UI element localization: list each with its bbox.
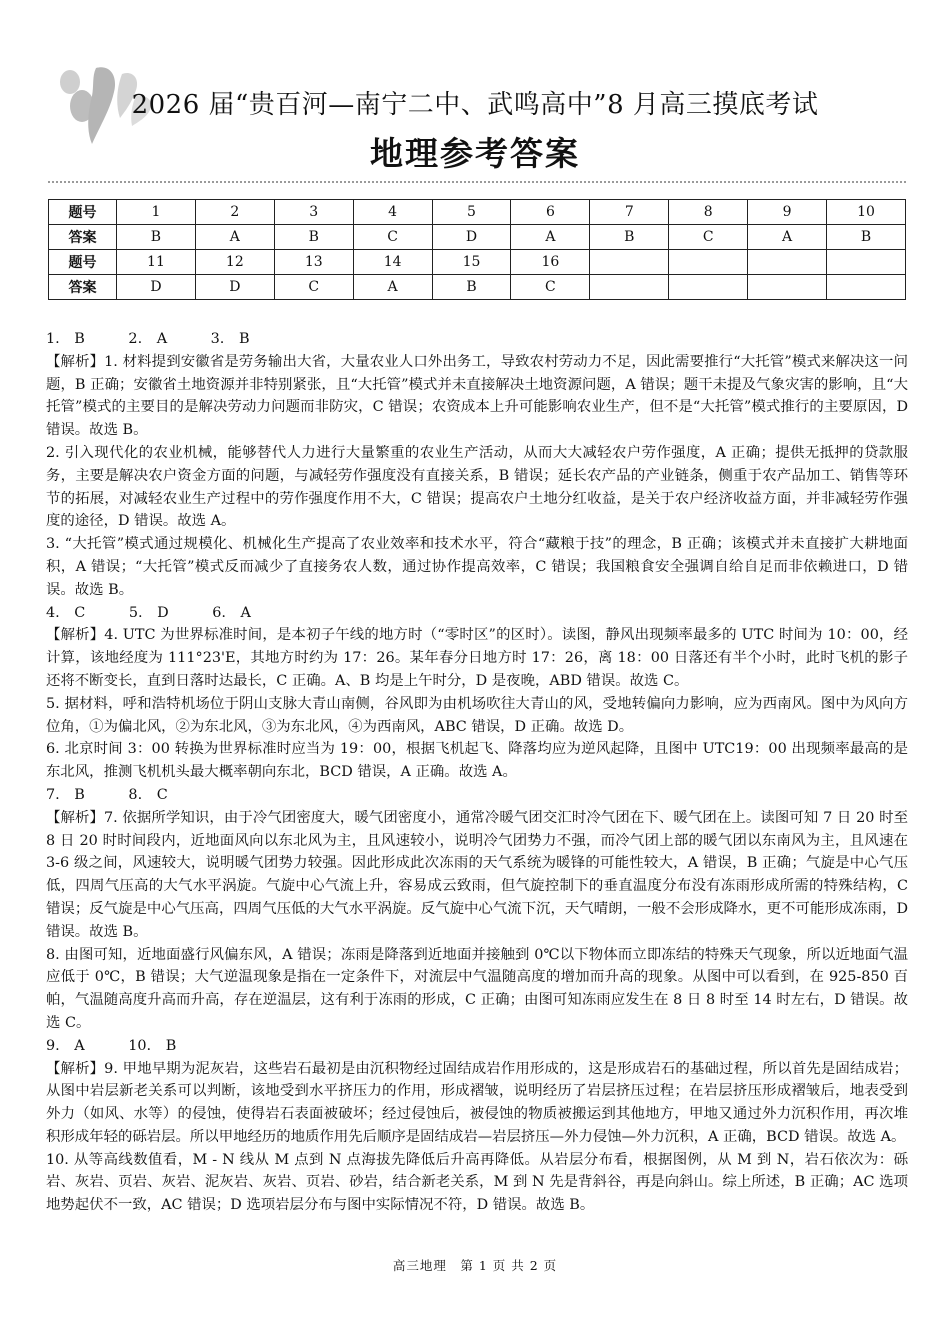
answer-table-row xyxy=(49,250,906,275)
explanation-paragraph: 1. B 2. A 3. B xyxy=(46,331,250,347)
answer-cell: 12 xyxy=(195,250,274,275)
explanations xyxy=(46,328,908,1217)
answer-cell: B xyxy=(274,225,353,250)
page-footer: 高三地理 第 1 页 共 2 页 xyxy=(392,1258,558,1273)
row-label: 题号 xyxy=(49,200,117,225)
answer-cell: 11 xyxy=(117,250,196,275)
explanation-paragraph: 8. 由图可知，近地面盛行风偏东风，A 错误；冻雨是降落到近地面并接触到 0℃以下物体而立即冻结的特殊天气现象，所以近地面气温应低于 0℃，B 错误；大气逆温现象是指在一定条件下，对流层中气温随高度的增加而升高的现象。从图中可以看到，在 925-850 百帕，气温随高度升高而升高，存在逆温层，这有利于冻雨的形成，C 正确；由图可知冻雨应发生在 8 日 8 时至 14 时左右，D 错误。故选 C。 xyxy=(46,946,908,1031)
answer-cell: A xyxy=(748,225,827,250)
answer-cell: 13 xyxy=(274,250,353,275)
explanation-paragraph: 【解析】9. 甲地早期为泥灰岩，这些岩石最初是由沉积物经过固结成岩作用形成的，这是形成岩石的基础过程，所以首先是固结成岩；从图中岩层新老关系可以判断，该地受到水平挤压力的作用，形成褶皱，说明经历了岩层挤压过程；在岩层挤压形成褶皱后，地表受到外力（如风、水等）的侵蚀，使得岩石表面被破坏；经过侵蚀后，被侵蚀的物质被搬运到其他地方，甲地又通过外力沉积作用，再次堆积形成年轻的砾岩层。所以甲地经历的地质作用先后顺序是固结成岩—岩层挤压—外力侵蚀—外力沉积，A 正确，BCD 错误。故选 A。 xyxy=(46,1060,908,1145)
explanation-paragraph: 【解析】4. UTC 为世界标准时间，是本初子午线的地方时（“零时区”的区时）。读图，静风出现频率最多的 UTC 时间为 10：00，经计算，该地经度为 111°23'E，其地方时约为 17：26。某年春分日地方时 17：26，离 18：00 日落还有半个小时，此时飞机的影子还将不断变长，直到日落时达最长，C 正确。A、B 均是上午时分，D 是夜晚，ABD 错误。故选 C。 xyxy=(46,627,908,689)
exam-title: 2026 届“贵百河—南宁二中、武鸣高中”8 月高三摸底考试 xyxy=(131,90,819,120)
answer-cell xyxy=(590,275,669,300)
explanation-paragraph: 6. 北京时间 3：00 转换为世界标准时应当为 19：00，根据飞机起飞、降落均应为逆风起降，且图中 UTC19：00 出现频率最高的是东北风，推测飞机机头最大概率朝向东北，BCD 错误，A 正确。故选 A。 xyxy=(46,741,908,781)
row-label: 题号 xyxy=(49,250,117,275)
explanation-paragraph: 2. 引入现代化的农业机械，能够替代人力进行大量繁重的农业生产活动，从而大大减轻农户劳作强度，A 正确；提供无抵押的贷款服务，主要是解决农户资金方面的问题，与减轻劳作强度没有直接关系，B 错误；延长农产品的产业链条，侧重于农产品加工、销售等环节的拓展，对减轻农业生产过程中的劳作强度作用不大，C 错误；提高农户土地分红收益，是关于农户经济收益方面，并非减轻劳作强度的途径，D 错误。故选 A。 xyxy=(46,444,908,530)
answer-table-row xyxy=(49,225,906,250)
answer-table xyxy=(48,199,906,300)
dotted-divider xyxy=(48,181,906,183)
explanation-paragraph: 【解析】1. 材料提到安徽省是劳务输出大省，大量农业人口外出务工，导致农村劳动力不足，因此需要推行“大托管”模式来解决这一问题，B 正确；安徽省土地资源并非特别紧张，且“大托管”模式并未直接解决土地资源问题，A 错误；题干未提及气象灾害的影响，且“大托管”模式的主要目的是解决劳动力问题而非防灾，C 错误；农资成本上升可能影响农业生产，但不是“大托管”模式推行的主要原因，D 错误。故选 B。 xyxy=(46,353,908,439)
answer-cell: C xyxy=(353,225,432,250)
answer-cell: B xyxy=(827,225,906,250)
answer-cell xyxy=(669,250,748,275)
answer-cell: D xyxy=(432,225,511,250)
answer-cell: 7 xyxy=(590,200,669,225)
answer-cell: 10 xyxy=(827,200,906,225)
answer-cell: 4 xyxy=(353,200,432,225)
answer-cell: 15 xyxy=(432,250,511,275)
answer-cell: C xyxy=(511,275,590,300)
explanation-paragraph: 3. “大托管”模式通过规模化、机械化生产提高了农业效率和技术水平，符合“藏粮于技”的理念，B 正确；该模式并未直接扩大耕地面积，A 错误；“大托管”模式反而减少了直接务农人数，通过协作提高效率，C 错误；我国粮食安全强调自给自足而非依赖进口，D 错误。故选 B。 xyxy=(46,536,908,598)
answer-cell: A xyxy=(511,225,590,250)
answer-cell xyxy=(590,250,669,275)
answer-cell: 14 xyxy=(353,250,432,275)
answer-cell: 3 xyxy=(274,200,353,225)
explanation-paragraph: 5. 据材料，呼和浩特机场位于阴山支脉大青山南侧，谷风即为由机场吹往大青山的风，受地转偏向力影响，应为西南风。图中为风向方位角，①为偏北风，②为东北风，③为东北风，④为西南风，ABC 错误，D 正确。故选 D。 xyxy=(46,695,908,735)
answer-cell: B xyxy=(432,275,511,300)
explanation-paragraph: 9. A 10. B xyxy=(46,1037,177,1054)
answer-cell: 2 xyxy=(195,200,274,225)
answer-cell: B xyxy=(117,225,196,250)
answer-cell: 16 xyxy=(511,250,590,275)
answer-cell xyxy=(669,275,748,300)
answer-cell: A xyxy=(195,225,274,250)
answer-cell: 6 xyxy=(511,200,590,225)
answer-cell: 9 xyxy=(748,200,827,225)
answer-cell: 8 xyxy=(669,200,748,225)
explanation-paragraph: 10. 从等高线数值看，M - N 线从 M 点到 N 点海拔先降低后升高再降低。从岩层分布看，根据图例，从 M 到 N，岩石依次为：砾岩、灰岩、页岩、灰岩、泥灰岩、灰岩、页岩、砂岩，结合新老关系，M 到 N 先是背斜谷，再是向斜山。综上所述，B 正确；AC 选项地势起伏不一致，AC 错误；D 选项岩层分布与图中实际情况不符，D 错误。故选 B。 xyxy=(46,1151,908,1214)
answer-cell: B xyxy=(590,225,669,250)
explanation-paragraph: 4. C 5. D 6. A xyxy=(46,604,251,621)
answer-cell: D xyxy=(195,275,274,300)
answer-cell: 1 xyxy=(117,200,196,225)
answer-cell: C xyxy=(669,225,748,250)
answer-cell: A xyxy=(353,275,432,300)
answer-key-title: 地理参考答案 xyxy=(370,134,580,173)
answer-cell xyxy=(748,275,827,300)
answer-table-row xyxy=(49,200,906,225)
row-label: 答案 xyxy=(49,225,117,250)
row-label: 答案 xyxy=(49,275,117,300)
explanation-paragraph: 7. B 8. C xyxy=(46,786,168,803)
explanation-paragraph: 【解析】7. 依据所学知识，由于冷气团密度大，暖气团密度小，通常冷暖气团交汇时冷气团在下、暖气团在上。读图可知 7 日 20 时至 8 日 20 时时间段内，近地面风向以东北风为主，且风速较小，说明冷气团势力不强，而冷气团上部的暖气团以东南风为主，且风速在 3-6 级之间，风速较大，说明暖气团势力较强。因此形成此次冻雨的天气系统为暖锋的可能性较大，A 错误，B 正确；气旋是中心气压低，四周气压高的大气水平涡旋。气旋中心气流上升，容易成云致雨，但气旋控制下的垂直温度分布没有冻雨形成所需的特殊结构，C 错误；反气旋是中心气压高，四周气压低的大气水平涡旋。反气旋中心气流下沉，天气晴朗，一般不会形成降水，更不可能形成冻雨，D 错误。故选 B。 xyxy=(46,809,908,940)
answer-cell: 5 xyxy=(432,200,511,225)
answer-cell: C xyxy=(274,275,353,300)
answer-table-row xyxy=(49,275,906,300)
answer-cell xyxy=(748,250,827,275)
answer-cell: D xyxy=(117,275,196,300)
answer-cell xyxy=(827,250,906,275)
answer-cell xyxy=(827,275,906,300)
